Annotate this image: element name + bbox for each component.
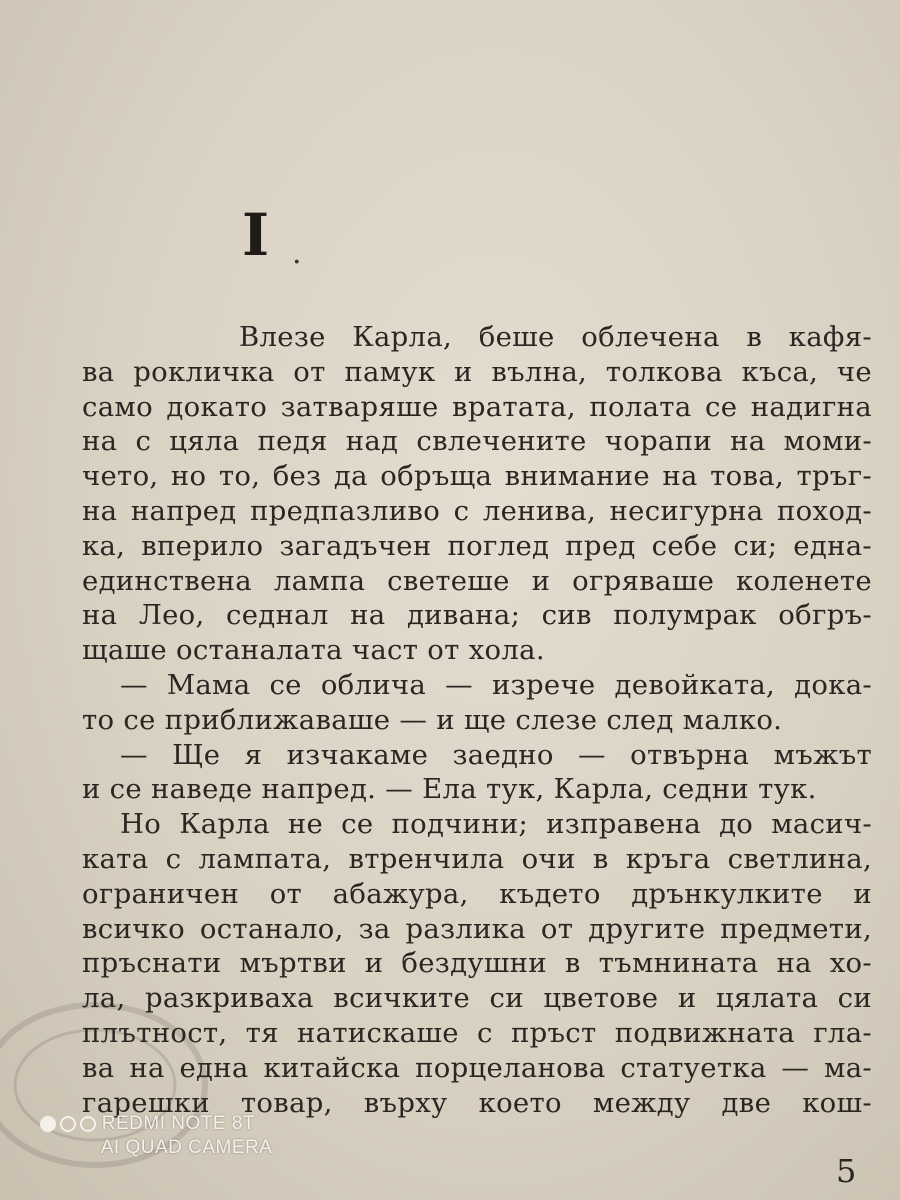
chapter-numeral: I: [242, 201, 270, 269]
text-line: ката с лампата, втренчила очи в кръга светлина,: [82, 842, 872, 875]
camera-watermark: [38, 1112, 272, 1160]
watermark-model: REDMI NOTE 8T: [101, 1113, 256, 1134]
text-line: ва на една китайска порцеланова статуетка — ма-: [82, 1051, 872, 1084]
text-line: Влезе Карла, беше облечена в кафя-: [239, 321, 872, 353]
text-line: плътност, тя натискаше с пръст подвижната гла-: [82, 1016, 872, 1049]
text-line: ка, вперило загадъчен поглед пред себе си; една-: [82, 529, 872, 562]
page-number: 5: [836, 1152, 857, 1190]
text-line: ла, разкриваха всичките си цветове и цялата си: [82, 982, 872, 1015]
text-line: на Лео, седнал на дивана; сив полумрак обгръ-: [82, 599, 872, 632]
text-line: щаше останалата част от хола.: [82, 634, 545, 667]
watermark-row-2: [38, 1136, 272, 1160]
text-line: гарешки товар, върху което между две кош-: [82, 1086, 872, 1119]
watermark-spacer: [38, 1138, 96, 1158]
text-line: само докато затваряше вратата, полата се надигна: [82, 390, 872, 423]
text-line: и се наведе напред. — Ела тук, Карла, седни тук.: [82, 773, 817, 806]
text-line: единствена лампа светеше и огряваше коленете: [82, 564, 872, 597]
text-line: ва рокличка от памук и вълна, толкова къса, че: [82, 355, 872, 388]
camera-dots-icon: [38, 1114, 96, 1134]
text-line: — Ще я изчакаме заедно — отвърна мъжът: [120, 738, 872, 771]
watermark-camera: AI QUAD CAMERA: [100, 1137, 273, 1158]
text-line: Но Карла не се подчини; изправена до масич-: [120, 808, 872, 841]
text-line: на напред предпазливо с ленива, несигурна поход-: [82, 494, 872, 527]
text-line: всичко останало, за разлика от другите предмети,: [82, 912, 872, 945]
text-line: — Мама се облича — изрече девойката, дока-: [120, 668, 872, 701]
text-line: на с цяла педя над свлечените чорапи на моми-: [82, 425, 872, 458]
body-text: [82, 320, 872, 1120]
text-line: то се приближаваше — и ще слезе след малко.: [82, 703, 783, 736]
text-line: чето, но то, без да обръща внимание на това, тръг-: [82, 460, 872, 493]
watermark-row-1: [38, 1112, 272, 1136]
chapter-mark: .: [292, 236, 302, 271]
text-line: пръснати мъртви и бездушни в тъмнината на хо-: [82, 947, 872, 980]
text-line: ограничен от абажура, където дрънкулките и: [82, 877, 872, 910]
